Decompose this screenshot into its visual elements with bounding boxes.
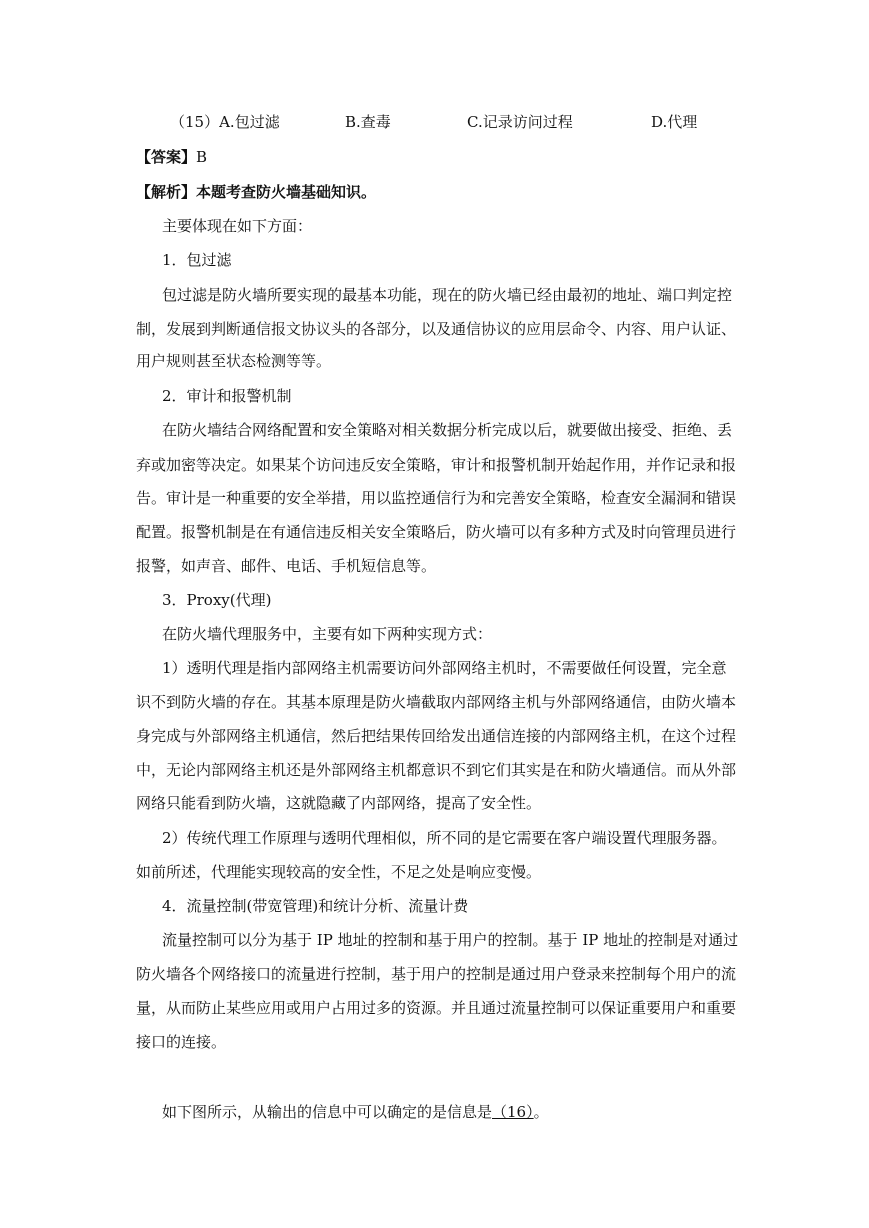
paragraph-line: 配置。报警机制是在有通信违反相关安全策略后，防火墙可以有多种方式及时向管理员进行	[136, 523, 737, 541]
paragraph-line: 2）传统代理工作原理与透明代理相似，所不同的是它需要在客户端设置代理服务器。	[162, 829, 727, 847]
paragraph-line: 包过滤是防火墙所要实现的最基本功能，现在的防火墙已经由最初的地址、端口判定控	[162, 286, 733, 304]
paragraph-line: 量，从而防止某些应用或用户占用过多的资源。并且通过流量控制可以保证重要用户和重要	[136, 999, 737, 1017]
question-16-blank: （16）	[492, 1103, 534, 1121]
intro-text: 主要体现在如下方面：	[162, 217, 313, 235]
answer-label: 【答案】	[136, 148, 197, 166]
paragraph-line: 网络只能看到防火墙，这就隐藏了内部网络，提高了安全性。	[136, 794, 542, 812]
paragraph-line: 报警，如声音、邮件、电话、手机短信息等。	[136, 557, 437, 575]
option-d: D.代理	[651, 113, 698, 131]
paragraph-line: 接口的连接。	[136, 1033, 227, 1051]
question-16-text: 如下图所示，从输出的信息中可以确定的是信息是	[162, 1103, 493, 1121]
answer-value: B	[196, 148, 208, 166]
paragraph-line: 身完成与外部网络主机通信，然后把结果传回给发出通信连接的内部网络主机，在这个过程	[136, 727, 737, 745]
question-16-suffix: 。	[533, 1103, 549, 1121]
analysis-text: 本题考查防火墙基础知识。	[196, 183, 377, 201]
paragraph-line: 流量控制可以分为基于 IP 地址的控制和基于用户的控制。基于 IP 地址的控制是对通过	[162, 931, 739, 949]
option-a: （15）A.包过滤	[170, 113, 280, 131]
analysis-label: 【解析】	[136, 183, 197, 201]
paragraph-line: 弃或加密等决定。如果某个访问违反安全策略，审计和报警机制开始起作用，并作记录和报	[136, 456, 737, 474]
question-16	[162, 1101, 869, 1123]
paragraph-line: 告。审计是一种重要的安全举措，用以监控通信行为和完善安全策略，检查安全漏洞和错误	[136, 489, 737, 507]
paragraph-line: 用户规则甚至状态检测等等。	[136, 352, 332, 370]
answer-line	[136, 146, 869, 168]
paragraph-line: 防火墙各个网络接口的流量进行控制，基于用户的控制是通过用户登录来控制每个用户的流	[136, 965, 737, 983]
analysis-line	[136, 181, 869, 203]
paragraph-line: 在防火墙代理服务中，主要有如下两种实现方式：	[162, 625, 493, 643]
paragraph-line: 如前所述，代理能实现较高的安全性，不足之处是响应变慢。	[136, 863, 542, 881]
paragraph-line: 制，发展到判断通信报文协议头的各部分，以及通信协议的应用层命令、内容、用户认证、	[136, 320, 737, 338]
section-heading: 3．Proxy(代理)	[162, 591, 272, 609]
option-c: C.记录访问过程	[467, 113, 573, 131]
section-heading: 2．审计和报警机制	[162, 387, 292, 405]
paragraph-line: 中，无论内部网络主机还是外部网络主机都意识不到它们其实是在和防火墙通信。而从外部	[136, 761, 737, 779]
paragraph-line: 1）透明代理是指内部网络主机需要访问外部网络主机时，不需要做任何设置，完全意	[162, 659, 727, 677]
paragraph-line: 识不到防火墙的存在。其基本原理是防火墙截取内部网络主机与外部网络通信，由防火墙本	[136, 693, 737, 711]
paragraph-line: 在防火墙结合网络配置和安全策略对相关数据分析完成以后，就要做出接受、拒绝、丢	[162, 421, 733, 439]
section-heading: 1．包过滤	[162, 251, 232, 269]
option-b: B.查毒	[345, 113, 391, 131]
section-heading: 4．流量控制(带宽管理)和统计分析、流量计费	[162, 897, 469, 915]
